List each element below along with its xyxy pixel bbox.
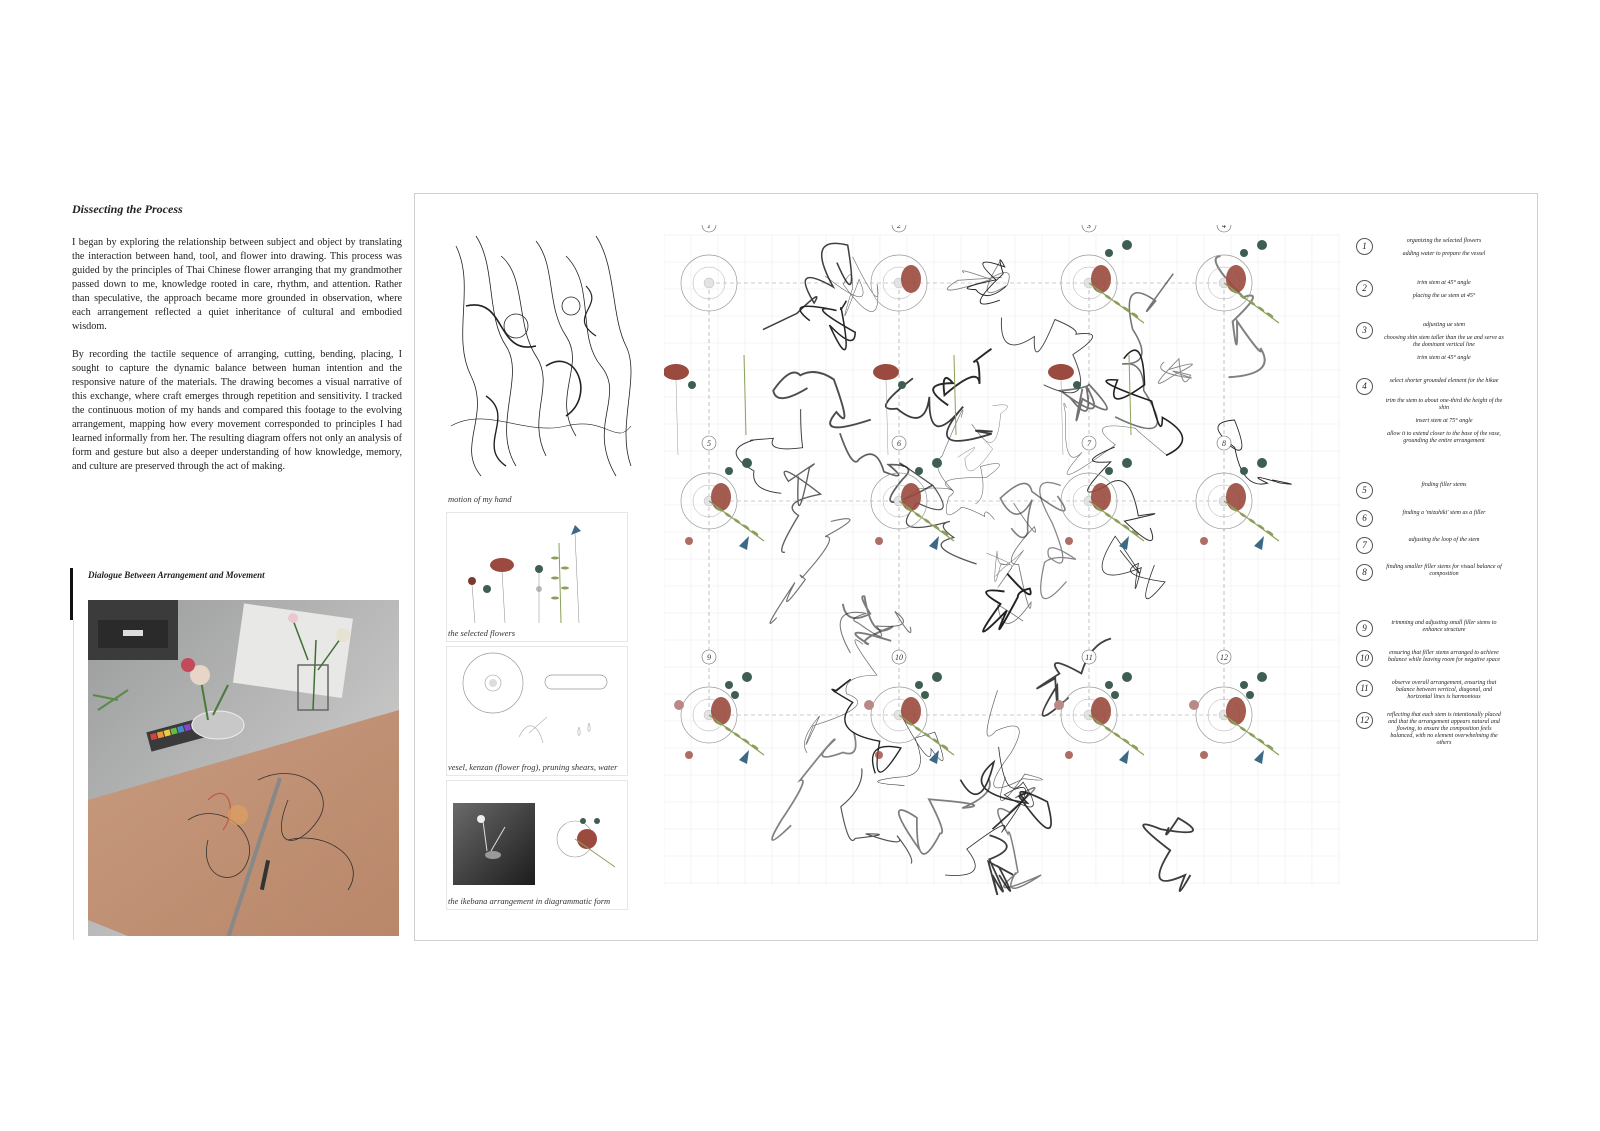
svg-text:11: 11 [1085, 653, 1093, 662]
svg-text:9: 9 [707, 653, 711, 662]
divider-line [73, 620, 74, 940]
grid-number [892, 436, 906, 450]
step-text: insert stem at 75° angle [1415, 418, 1473, 424]
step-text: finding smaller filler stems for visual balance of composition [1386, 564, 1502, 577]
arrangement-step-12 [1189, 672, 1279, 764]
svg-text:4: 4 [1222, 225, 1226, 230]
step-text: trimming and adjusting small filler stems to enhance structure [1391, 620, 1497, 633]
grid-number [1217, 225, 1231, 232]
dialogue-title: Dialogue Between Arrangement and Movement [88, 570, 265, 580]
step-text: adding water to prepare the vessel [1402, 251, 1486, 257]
caption-flowers: the selected flowers [448, 628, 516, 638]
step-number: 2 [1356, 280, 1373, 297]
step-number: 11 [1356, 680, 1373, 697]
caption-ikebana: the ikebana arrangement in diagrammatic form [448, 896, 611, 906]
step-number: 6 [1356, 510, 1373, 527]
step-number: 1 [1356, 238, 1373, 255]
grid-number [1082, 436, 1096, 450]
step-text: reflecting that each stem is intentionally placed and that the arrangement appears natural and flowing, to ensure the composition feels balanced, with no element overwhelming the others [1387, 712, 1501, 746]
step-text: finding a 'mizuhiki' stem as a filler [1402, 510, 1486, 516]
tools-card [446, 646, 628, 776]
step-number: 8 [1356, 564, 1373, 581]
grid-number [1217, 436, 1231, 450]
intro-paragraph: I began by exploring the relationship between subject and object by translating the interaction between hand, tool, and flower into drawing. This process was guided by the principles of Thai Chinese flower arranging that my grandmother passed down to me, knowledge rooted in care, rhythm, and attention. Rather than speculative, the approach became more grounded in observation, where each arrangement reflected a quiet inheritance of cultural and embodied wisdom. [72, 237, 402, 332]
step-text: adjusting ue stem [1423, 322, 1465, 328]
step-text: finding filler stems [1421, 482, 1467, 488]
caption-tools: vesel, kenzan (flower frog), pruning shears, water [448, 762, 618, 772]
grid-number [702, 650, 716, 664]
svg-text:10: 10 [895, 653, 903, 662]
section-heading: Dissecting the Process [72, 202, 183, 216]
motion-stroke [770, 519, 850, 624]
motion-stroke [843, 596, 893, 644]
grid-number [702, 225, 716, 232]
motion-stroke [986, 550, 1023, 587]
motion-stroke [1061, 385, 1108, 421]
step-text: observe overall arrangement, ensuring that balance between vertical, diagonal, and horizontal lines is harmonious [1391, 680, 1497, 700]
motion-stroke [998, 788, 1041, 889]
motion-stroke [998, 503, 1036, 623]
ikebana-card [446, 780, 628, 910]
method-paragraph: By recording the tactile sequence of arranging, cutting, bending, placing, I sought to capture the dynamic balance between human intention and the responsive nature of the materials. The drawing becomes a visual narrative of this exchange, where craft emerges through repetition and sensitivity. I tracked the continuous motion of my hands and compared this footage to the evolving arrangement, mapping how every movement corresponded to principles I had learned informally from her. The resulting diagram offers not only an analysis of form and gesture but also a deeper understanding of how knowledge, memory, and culture are preserved through the act of making. [72, 349, 402, 472]
arrangement-step-11 [1054, 672, 1144, 764]
arrangement-step-10 [864, 672, 954, 764]
svg-text:8: 8 [1222, 439, 1226, 448]
step-number: 9 [1356, 620, 1373, 637]
grid-number [892, 225, 906, 232]
motion-stroke [1102, 536, 1165, 599]
step-text: placing the ue stem at 45° [1412, 293, 1476, 299]
motion-stroke [1115, 274, 1173, 429]
arrangement-step-9 [674, 672, 764, 764]
arrangement-step-5 [681, 458, 764, 550]
arrangement-step-8 [1196, 458, 1279, 550]
arrangement-grid-diagram [664, 225, 1340, 895]
flowers-card [446, 512, 628, 642]
motion-stroke [967, 260, 1006, 304]
grid-number [1082, 225, 1096, 232]
svg-text:7: 7 [1087, 439, 1091, 448]
svg-text:5: 5 [707, 439, 711, 448]
step-text: allow it to extend closer to the base of the vase, grounding the entire arrangement [1387, 431, 1501, 444]
svg-text:3: 3 [1087, 225, 1091, 230]
hand-motion-sketch [446, 226, 634, 488]
step-text: trim stem at 45° angle [1417, 280, 1471, 286]
step-number: 12 [1356, 712, 1373, 729]
motion-stroke [782, 464, 821, 552]
arrangement-step-3 [1061, 240, 1144, 323]
step-text: choosing shin stem taller than the ue and serve as the dominant vertical line [1384, 335, 1504, 348]
step-text: ensuring that filler stems arranged to achieve balance while leaving room for negative space [1387, 650, 1501, 663]
motion-stroke [1158, 359, 1192, 384]
svg-text:6: 6 [897, 439, 901, 448]
motion-stroke [832, 680, 901, 774]
motion-stroke [800, 301, 855, 350]
grid-number [1082, 650, 1096, 664]
motion-stroke [988, 835, 1012, 895]
step-text: trim stem at 45° angle [1417, 355, 1471, 361]
svg-text:2: 2 [897, 225, 901, 230]
arrangement-step-1 [681, 255, 737, 311]
step-number: 4 [1356, 378, 1373, 395]
step-text: adjusting the loop of the stem [1408, 537, 1480, 543]
step-number: 10 [1356, 650, 1373, 667]
motion-stroke [1106, 350, 1182, 455]
motion-stroke [841, 768, 912, 863]
caption-hand: motion of my hand [448, 494, 512, 504]
workspace-photo [88, 600, 399, 936]
motion-stroke [764, 243, 852, 329]
grid-number [702, 436, 716, 450]
motion-stroke [958, 405, 1008, 471]
step-number: 5 [1356, 482, 1373, 499]
motion-stroke [773, 372, 871, 427]
accent-bar [70, 568, 73, 620]
grid-number [892, 650, 906, 664]
arrangement-step-4 [1196, 240, 1279, 323]
step-text: organizing the selected flowers [1406, 238, 1482, 244]
step-text: trim the stem to about one-third the height of the shin [1385, 398, 1503, 411]
motion-stroke [899, 778, 990, 854]
grid-number [1217, 650, 1231, 664]
step-text: select shorter grounded element for the hikae [1389, 378, 1499, 384]
motion-stroke [804, 640, 876, 753]
motion-stroke [772, 733, 856, 840]
arrangement-step-7 [1061, 458, 1144, 550]
svg-text:1: 1 [707, 225, 711, 230]
svg-text:12: 12 [1220, 653, 1228, 662]
motion-stroke [1218, 420, 1292, 484]
step-number: 3 [1356, 322, 1373, 339]
step-number: 7 [1356, 537, 1373, 554]
